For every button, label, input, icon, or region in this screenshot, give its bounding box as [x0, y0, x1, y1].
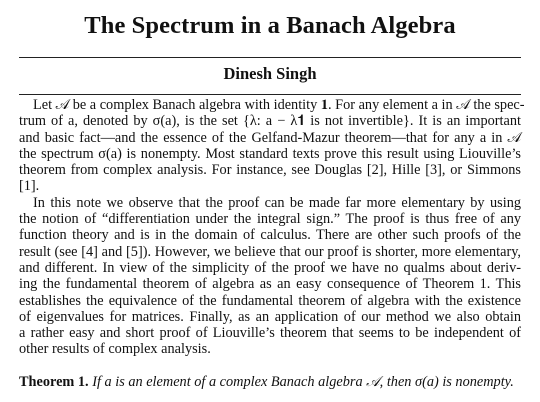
text-line: of eigenvalues for matrices. Finally, as an application of our method we also obtain — [19, 308, 521, 325]
text-line: trum of a, denoted by σ(a), is the set {λ: a − λ𝟏 is not invertible}. It is an important — [19, 113, 521, 130]
text-line: the notion of “differentiation under the integral sign.” The proof is thus free of any — [19, 211, 521, 228]
paper-body — [19, 97, 525, 390]
text-line: [1]. — [19, 178, 40, 195]
text-line: theorem from complex analysis. For instance, see Douglas [2], Hille [3], or Simmons — [19, 162, 521, 179]
theorem-label: Theorem 1. — [19, 373, 89, 390]
text-line: and basic fact—and the essence of the Gelfand-Mazur theorem—that for any a in 𝒜 — [19, 129, 521, 146]
text-line: ing the fundamental theorem of algebra as an easy consequence of Theorem 1. This — [19, 276, 521, 293]
author-rule — [19, 94, 521, 95]
text-line: In this note we observe that the proof can be made far more elementary by using — [33, 194, 521, 211]
spacer — [19, 358, 521, 374]
author-name: Dinesh Singh — [223, 64, 317, 83]
paragraph-intro — [19, 97, 525, 195]
paragraph-note — [19, 195, 521, 358]
theorem-1 — [19, 374, 521, 390]
text-line: and different. In view of the simplicity of the proof we have no qualms about deriv- — [19, 259, 521, 276]
text-line: establishes the equivalence of the fundamental theorem of algebra with the existence — [19, 292, 521, 309]
paper-title: The Spectrum in a Banach Algebra — [84, 12, 456, 39]
theorem-statement: If a is an element of a complex Banach algebra 𝒜, then σ(a) is nonempty. — [92, 373, 514, 390]
text-line: other results of complex analysis. — [19, 341, 211, 358]
text-line: Let 𝒜 be a complex Banach algebra with identity 𝟏. For any element a in 𝒜 the spec- — [33, 97, 525, 113]
text-line: a rather easy and short proof of Liouville’s theorem that seems to be independent of — [19, 325, 521, 342]
title-rule — [19, 57, 521, 58]
text-line: function theory and is in the domain of calculus. There are other such proofs of the — [19, 227, 521, 244]
text-line: the spectrum σ(a) is nonempty. Most standard texts prove this result using Liouville’s — [19, 145, 521, 162]
text-line: result (see [4] and [5]). However, we believe that our proof is shorter, more elementary, — [19, 243, 521, 260]
